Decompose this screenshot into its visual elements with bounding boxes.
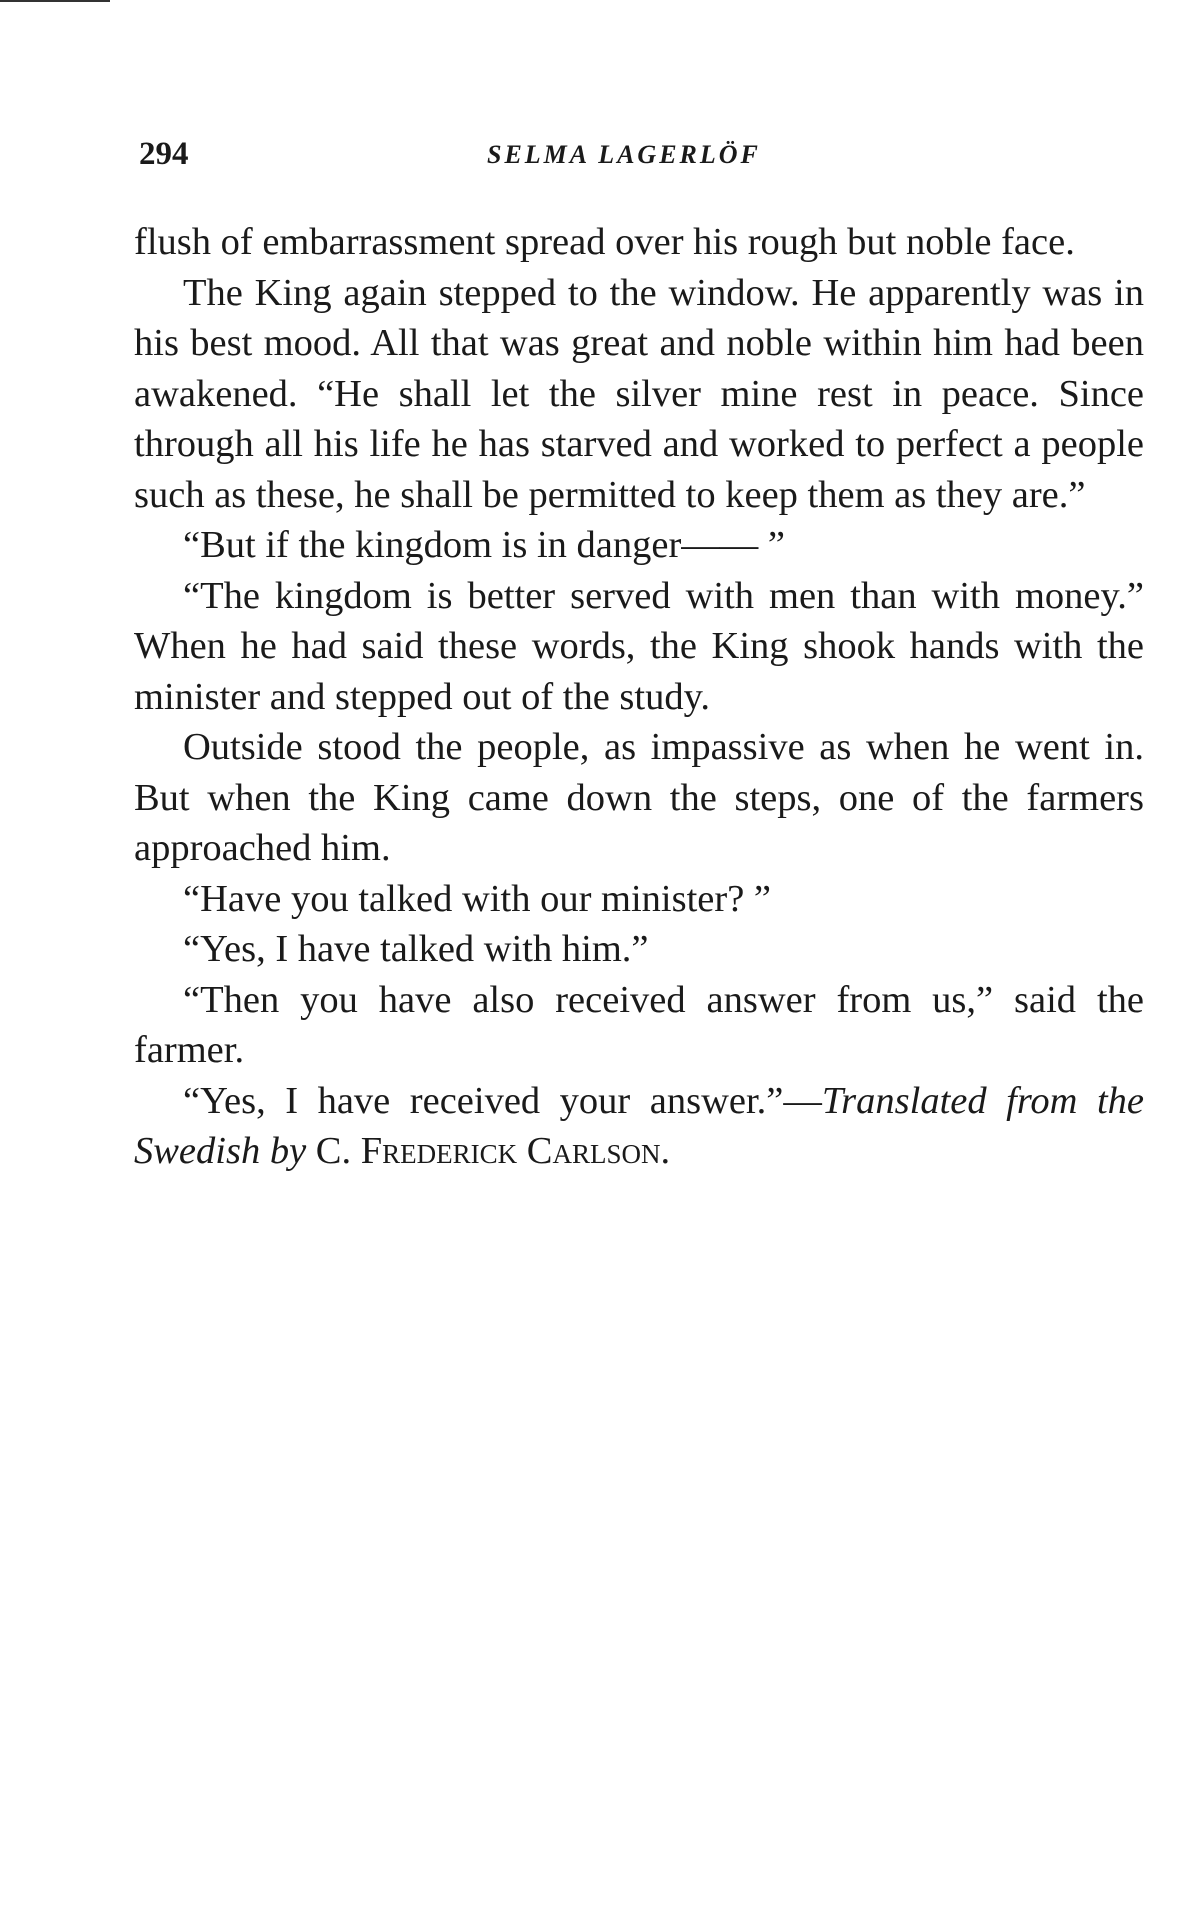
paragraph: flush of embarrassment spread over his rough but noble face. bbox=[134, 221, 1075, 263]
paragraph: “Have you talked with our minister? ” bbox=[183, 877, 772, 920]
paragraph: The King again stepped to the window. He apparently was in his best mood. All that was great and noble within him had been awakened. “He shall let the silver mine rest in peace. Since through all his life he has starved and worked to perfect a people such as these, he shall be permitted to keep them as they are.” bbox=[134, 271, 1144, 516]
page-header bbox=[139, 136, 1149, 176]
final-paragraph bbox=[134, 1076, 1144, 1177]
scan-edge-mark bbox=[0, 0, 110, 2]
final-quote: “Yes, I have received your answer.” bbox=[183, 1079, 784, 1122]
paragraph: Outside stood the people, as impassive as when he went in. But when the King came down the steps, one of the farmers approached him. bbox=[134, 726, 1144, 869]
paragraph: “But if the kingdom is in danger—— ” bbox=[183, 524, 785, 566]
paragraph: “Then you have also received answer from us,” said the farmer. bbox=[134, 978, 1144, 1071]
translator-name: C. Frederick Carlson bbox=[315, 1130, 661, 1172]
paragraph: “Yes, I have talked with him.” bbox=[183, 928, 649, 970]
page-number: 294 bbox=[139, 136, 189, 172]
dash: — bbox=[783, 1079, 822, 1122]
final-period: . bbox=[660, 1130, 671, 1172]
translation-credit: Translated from the Swedish by bbox=[134, 1079, 1144, 1172]
paragraph: “The kingdom is better served with men than with money.” When he had said these words, the King shook hands with the minister and stepped out of the study. bbox=[134, 574, 1144, 718]
running-head: SELMA LAGERLÖF bbox=[487, 140, 761, 169]
body-text bbox=[134, 217, 1144, 1177]
